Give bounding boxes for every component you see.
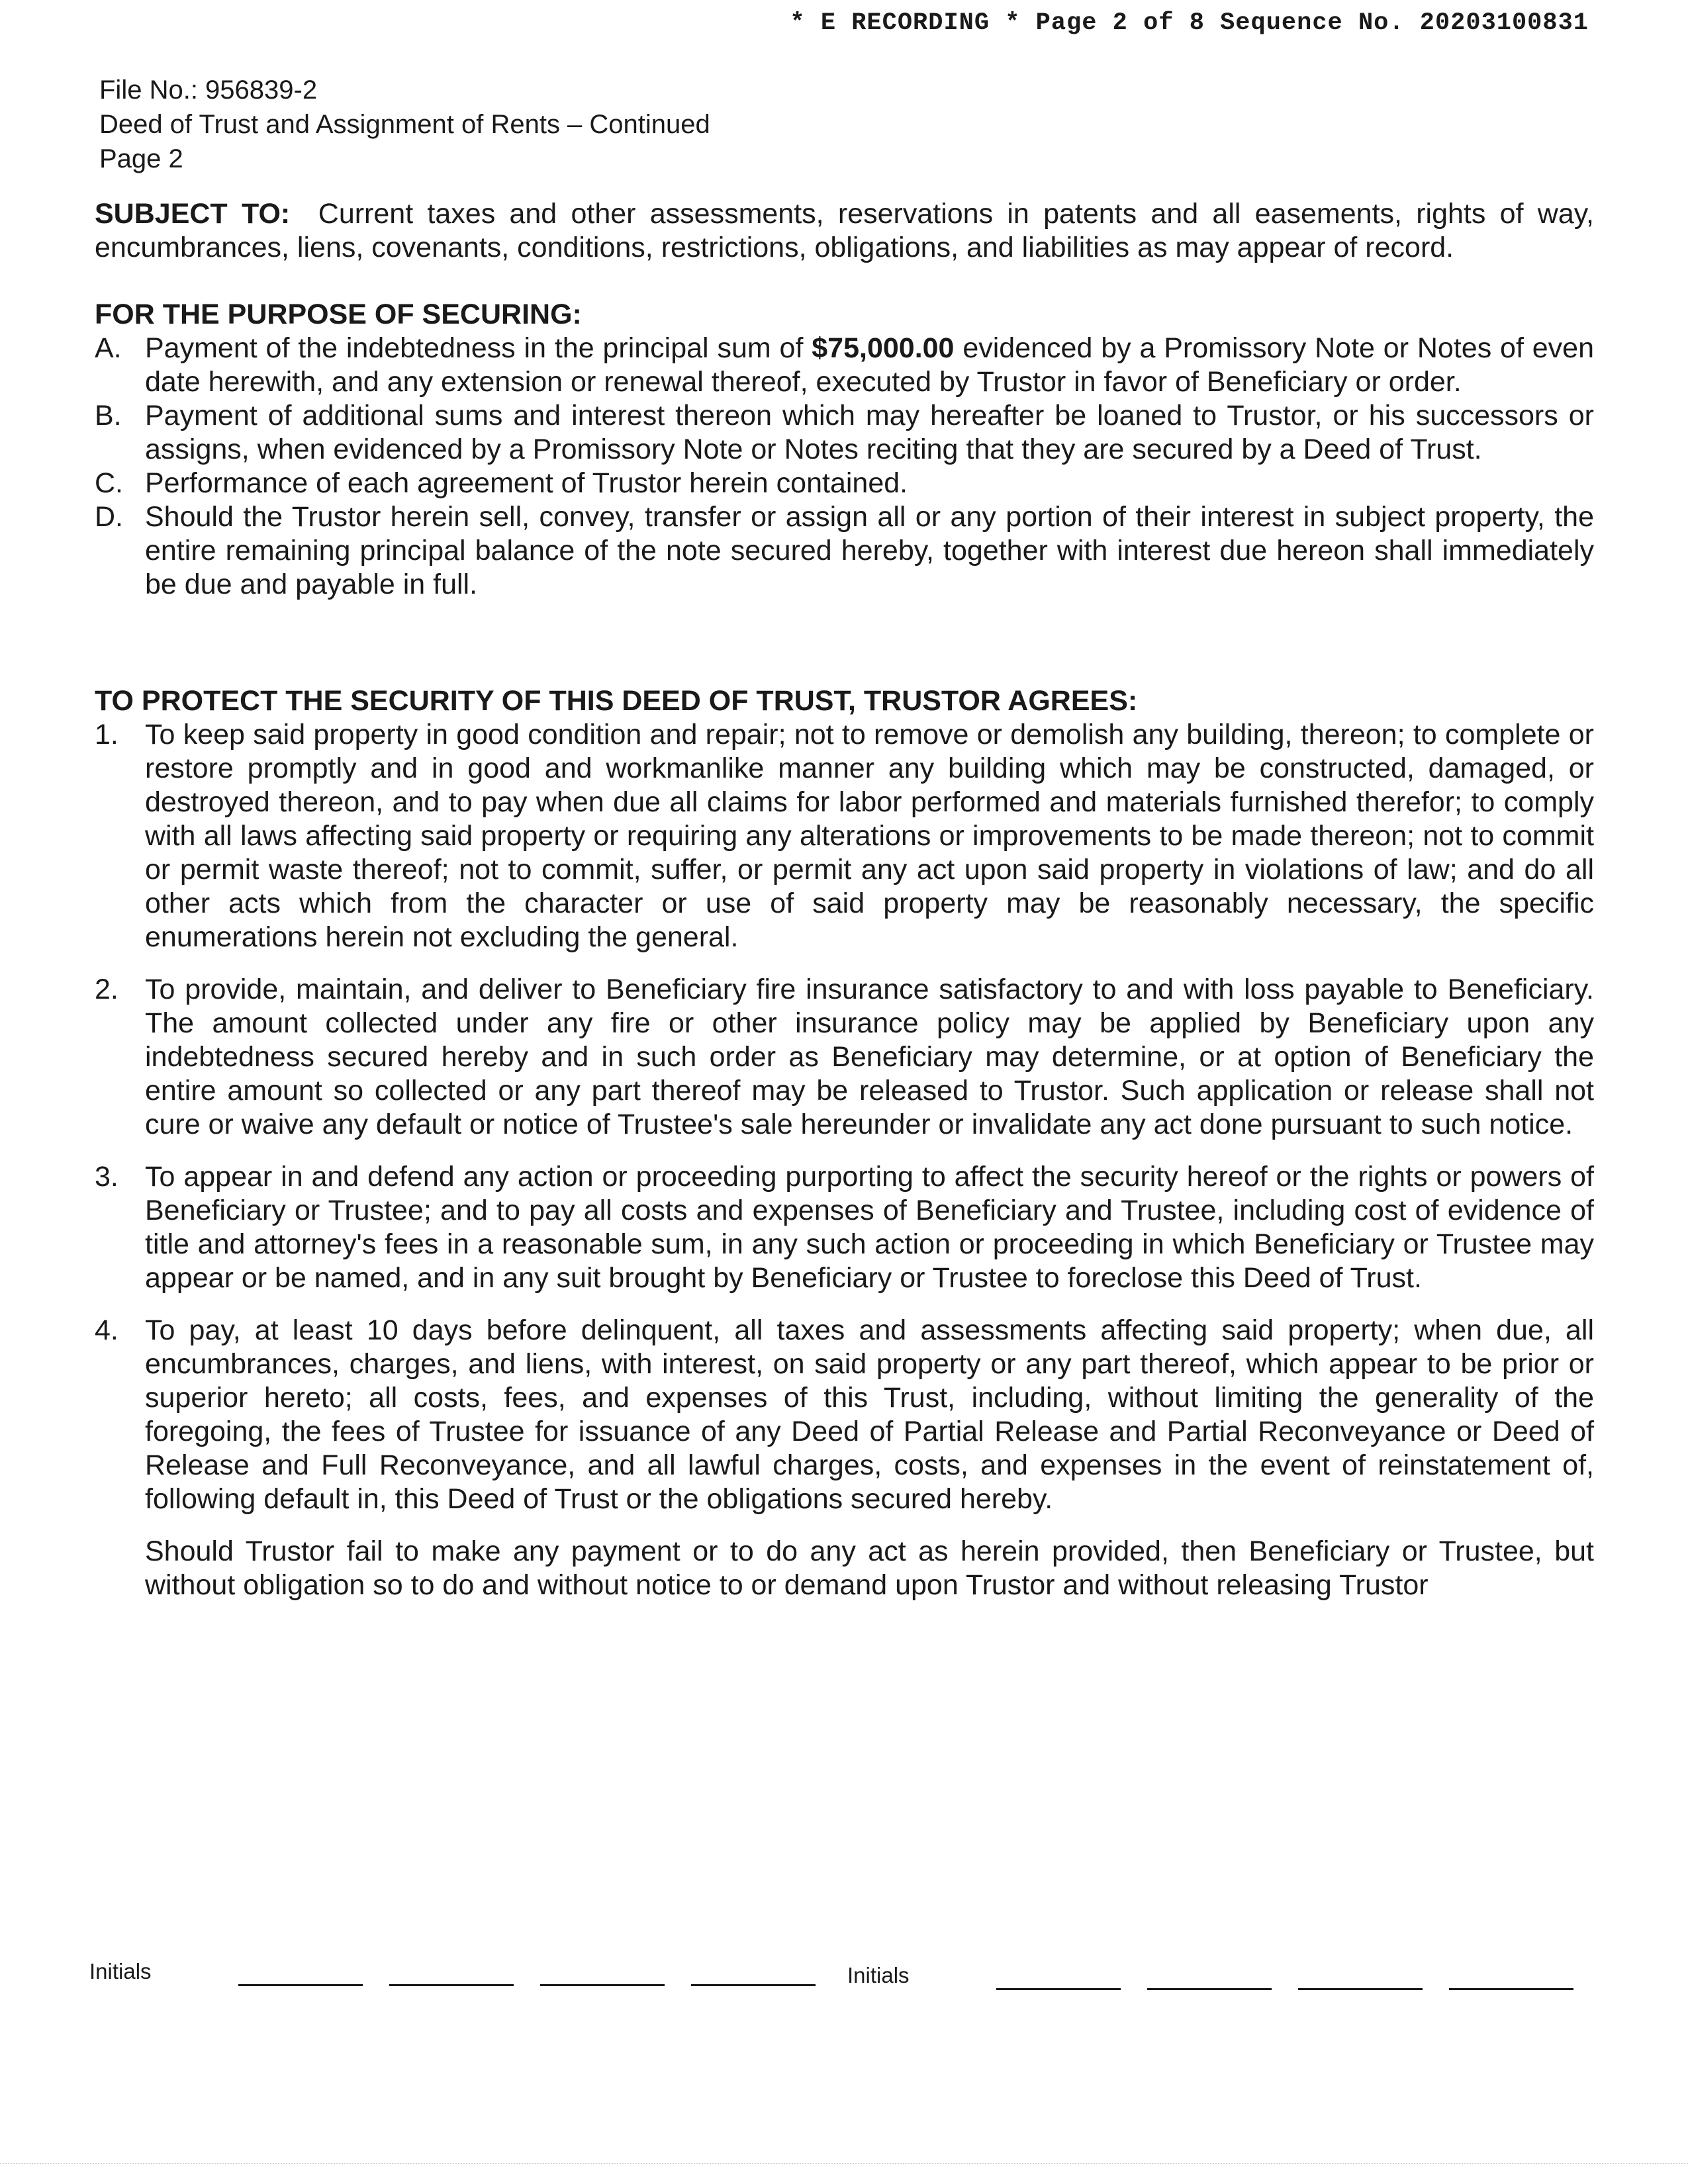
recording-stamp: * E RECORDING * Page 2 of 8 Sequence No. 20203100831 <box>790 9 1589 37</box>
scan-edge-divider <box>0 2163 1688 2164</box>
initials-line[interactable] <box>1298 1988 1423 1990</box>
subject-to-label: SUBJECT TO: <box>95 198 291 230</box>
purpose-item-text: Should the Trustor herein sell, convey, transfer or assign all or any portion of their interest in subject property, the entire remaining principal balance of the note secured hereby, together with interest due hereon shall immediately be due and payable in full. <box>145 501 1594 600</box>
list-marker: D. <box>95 501 123 533</box>
initials-line[interactable] <box>389 1984 514 1986</box>
purpose-item-text: Payment of additional sums and interest thereon which may hereafter be loaned to Trustor, or his successors or assigns, when evidenced by a Promissory Note or Notes reciting that they are secured by a Deed of Trust. <box>145 400 1594 465</box>
protect-heading: TO PROTECT THE SECURITY OF THIS DEED OF TRUST, TRUSTOR AGREES: <box>95 685 1138 717</box>
protect-item-text: To keep said property in good condition and repair; not to remove or demolish any building, thereon; to complete or restore promptly and in good and workmanlike manner any building which may be constructed, damaged, or destroyed thereon, and to pay when due all claims for labor performed and materials furnished therefor; to comply with all laws affecting said property or requiring any alterations or improvements to be made thereon; not to commit or permit waste thereof; not to commit, suffer, or permit any act upon said property in violations of law; and do all other acts which from the character or use of said property may be reasonably necessary, the specific enumerations herein not excluding the general. <box>145 719 1594 953</box>
list-marker: B. <box>95 400 122 432</box>
initials-line[interactable] <box>238 1984 363 1986</box>
protect-item-2 <box>95 973 1594 1142</box>
initials-line[interactable] <box>540 1984 665 1986</box>
purpose-a-text-after: evidenced by a Promissory Note or Notes of even date herewith, and any extension or renewal thereof, executed by Trustor in favor of Beneficiary or order. <box>145 332 1595 398</box>
purpose-heading: FOR THE PURPOSE OF SECURING: <box>95 298 582 330</box>
initials-line[interactable] <box>996 1988 1121 1990</box>
document-title: Deed of Trust and Assignment of Rents – Continued <box>99 110 710 139</box>
initials-line[interactable] <box>1449 1988 1573 1990</box>
purpose-item-text: Performance of each agreement of Trustor herein contained. <box>145 467 908 499</box>
list-marker: C. <box>95 467 123 499</box>
protect-item-4 <box>95 1314 1594 1516</box>
initials-line[interactable] <box>1147 1988 1272 1990</box>
list-marker: 3. <box>95 1161 118 1193</box>
purpose-item-b <box>95 399 1594 467</box>
list-marker: A. <box>95 332 122 364</box>
subject-to-text: Current taxes and other assessments, reservations in patents and all easements, rights of way, encumbrances, liens, covenants, conditions, restrictions, obligations, and liabilities as may appear of record. <box>95 198 1594 263</box>
purpose-item-d <box>95 500 1594 602</box>
purpose-item-a <box>95 332 1594 399</box>
list-marker: 4. <box>95 1314 118 1346</box>
list-marker: 1. <box>95 719 118 751</box>
document-header <box>99 73 710 176</box>
page-number: Page 2 <box>99 144 183 173</box>
purpose-item-c <box>95 467 1594 500</box>
initials-label-left: Initials <box>89 1959 152 1983</box>
initials-row <box>86 1959 1595 1999</box>
protect-item-3 <box>95 1160 1594 1295</box>
subject-to-paragraph <box>95 197 1594 265</box>
file-number: File No.: 956839-2 <box>99 75 318 105</box>
list-marker: 2. <box>95 974 118 1005</box>
continuation-paragraph: Should Trustor fail to make any payment or to do any act as herein provided, then Beneficiary or Trustee, but without obligation so to do and without notice to or demand upon Trustor and without releasing Trustor <box>145 1535 1594 1601</box>
purpose-list <box>95 332 1594 602</box>
protect-item-1 <box>95 718 1594 954</box>
protect-item-text: To appear in and defend any action or proceeding purporting to affect the security hereof or the rights or powers of Beneficiary or Trustee; and to pay all costs and expenses of Beneficiary and Trustee, including cost of evidence of title and attorney's fees in a reasonable sum, in any such action or proceeding in which Beneficiary or Trustee may appear or be named, and in any suit brought by Beneficiary or Trustee to foreclose this Deed of Trust. <box>145 1161 1594 1294</box>
initials-label-right: Initials <box>847 1963 910 1987</box>
purpose-a-text-before: Payment of the indebtedness in the principal sum of <box>145 332 804 364</box>
principal-amount: $75,000.00 <box>812 332 955 364</box>
protect-item-text: To provide, maintain, and deliver to Beneficiary fire insurance satisfactory to and with loss payable to Beneficiary. The amount collected under any fire or other insurance policy may be applied by Beneficiary upon any indebtedness secured hereby and in such order as Beneficiary may determine, or at option of Beneficiary the entire amount so collected or any part thereof may be released to Trustor. Such application or release shall not cure or waive any default or notice of Trustee's sale hereunder or invalidate any act done pursuant to such notice. <box>145 974 1594 1140</box>
document-body <box>95 197 1594 1602</box>
protect-list <box>95 718 1594 1602</box>
protect-item-text: To pay, at least 10 days before delinquent, all taxes and assessments affecting said property; when due, all encumbrances, charges, and liens, with interest, on said property or any part thereof, which appear to be prior or superior hereto; all costs, fees, and expenses of this Trust, including, without limiting the generality of the foregoing, the fees of Trustee for issuance of any Deed of Partial Release and Partial Reconveyance or Deed of Release and Full Reconveyance, and all lawful charges, costs, and expenses in the event of reinstatement of, following default in, this Deed of Trust or the obligations secured hereby. <box>145 1314 1594 1515</box>
initials-line[interactable] <box>691 1984 816 1986</box>
